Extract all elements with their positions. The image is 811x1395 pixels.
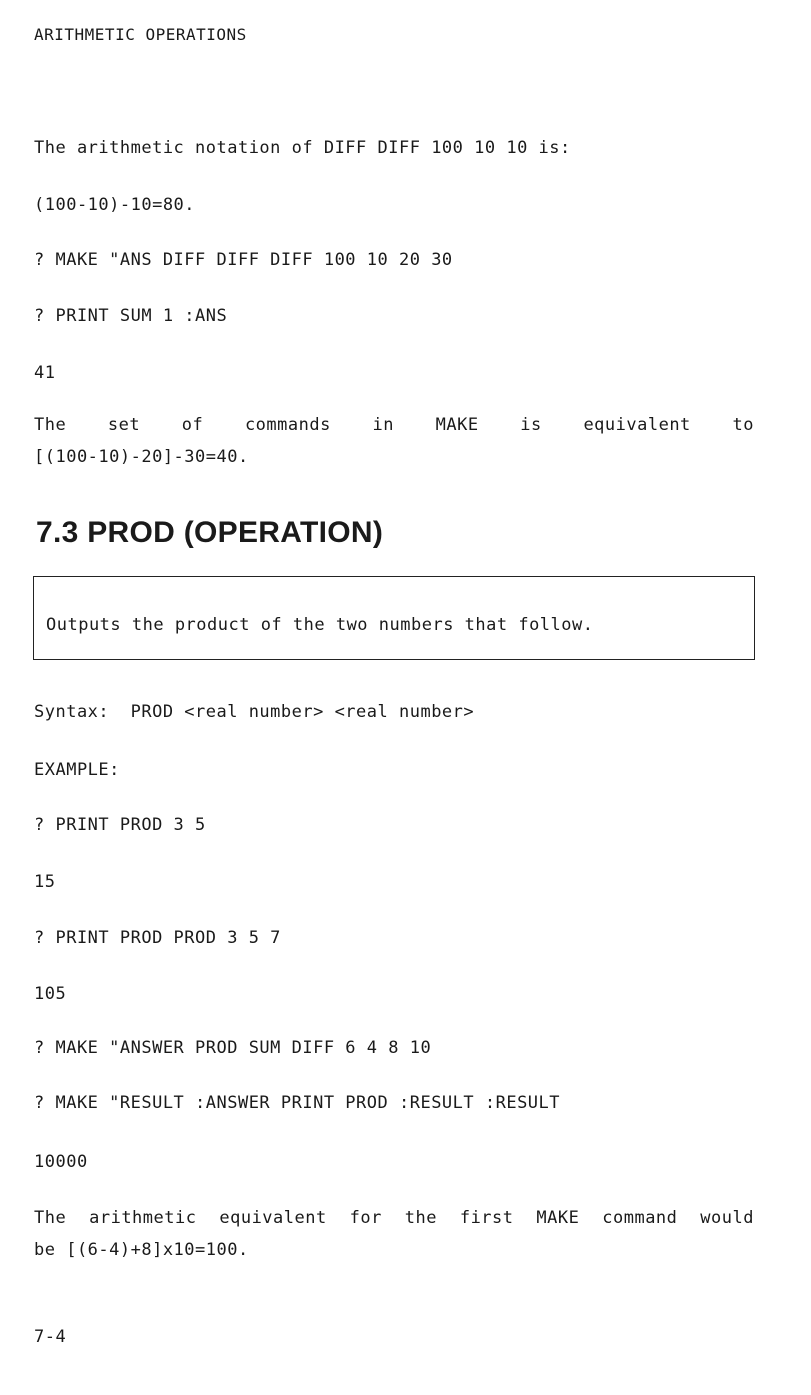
intro-paragraph-line-1: [34, 415, 754, 435]
word: equivalent: [219, 1208, 327, 1228]
word: set: [107, 415, 141, 435]
code-line-make-ans: ? MAKE "ANS DIFF DIFF DIFF 100 10 20 30: [34, 250, 453, 270]
word: The: [34, 415, 67, 435]
word: the: [404, 1208, 437, 1228]
intro-paragraph-line-2: [(100-10)-20]-30=40.: [34, 447, 249, 467]
word: MAKE: [435, 415, 479, 435]
word: command: [602, 1208, 678, 1228]
page-number: 7-4: [34, 1327, 67, 1347]
word: is: [520, 415, 542, 435]
code-output-10000: 10000: [34, 1152, 88, 1172]
code-output-105: 105: [34, 984, 67, 1004]
word: for: [349, 1208, 382, 1228]
final-paragraph-line-2: be [(6-4)+8]x10=100.: [34, 1240, 249, 1260]
running-head: ARITHMETIC OPERATIONS: [34, 25, 247, 44]
code-line-print-sum: ? PRINT SUM 1 :ANS: [34, 306, 228, 326]
word: of: [181, 415, 204, 435]
intro-line-2: (100-10)-10=80.: [34, 195, 196, 215]
section-heading: 7.3 PROD (OPERATION): [36, 516, 384, 549]
word: to: [732, 415, 754, 435]
example-label: EXAMPLE:: [34, 760, 120, 780]
word: would: [700, 1208, 754, 1228]
final-paragraph-line-1: [34, 1208, 754, 1228]
code-output-15: 15: [34, 872, 56, 892]
word: commands: [244, 415, 331, 435]
word: The: [34, 1208, 67, 1228]
code-line-make-result: ? MAKE "RESULT :ANSWER PRINT PROD :RESULT :RESULT: [34, 1093, 561, 1113]
word: in: [372, 415, 394, 435]
word: arithmetic: [89, 1208, 197, 1228]
word: first: [459, 1208, 514, 1228]
word: MAKE: [536, 1208, 580, 1228]
code-line-make-answer: ? MAKE "ANSWER PROD SUM DIFF 6 4 8 10: [34, 1038, 432, 1058]
word: equivalent: [583, 415, 691, 435]
definition-box: [33, 576, 755, 660]
intro-line-1: The arithmetic notation of DIFF DIFF 100 10 10 is:: [34, 138, 571, 158]
code-line-print-prod-prod: ? PRINT PROD PROD 3 5 7: [34, 928, 281, 948]
code-line-print-prod: ? PRINT PROD 3 5: [34, 815, 206, 835]
code-output-41: 41: [34, 363, 56, 383]
syntax-line: Syntax: PROD <real number> <real number>: [34, 702, 475, 722]
definition-text: Outputs the product of the two numbers that follow.: [46, 615, 594, 635]
